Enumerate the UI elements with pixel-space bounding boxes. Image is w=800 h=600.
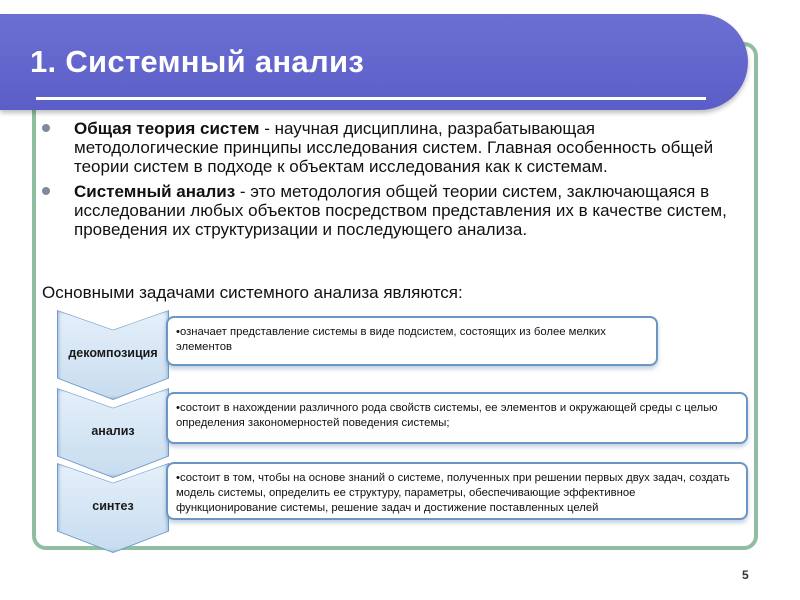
bullet-text: - научная дисциплина, разрабатывающая методологические принципы исследования систем. Главная особенность общей теории систем в подходе к объектам исследования как к системам. — [74, 119, 714, 176]
task-box-synthesis: •состоит в том, чтобы на основе знаний о системе, полученных при решении первых двух задач, создать модель системы, определить ее структуру, параметры, обеспечивающие эффективное функционирование системы, решение задач и достижение поставленных целей — [166, 462, 748, 520]
bullet-dot-icon — [42, 124, 50, 132]
task-box-decomposition: •означает представление системы в виде подсистем, состоящих из более мелких элементов — [166, 316, 658, 366]
bullet-item-general-systems-theory — [42, 119, 732, 176]
page-number: 5 — [742, 568, 749, 582]
bullet-term: Общая теория систем — [74, 119, 260, 138]
bullet-item-system-analysis — [42, 182, 732, 239]
bullet-dot-icon — [42, 187, 50, 195]
tasks-intro: Основными задачами системного анализа являются: — [42, 283, 463, 302]
task-box-analysis: •состоит в нахождении различного рода свойств системы, ее элементов и окружающей среды с целью определения закономерностей поведения системы; — [166, 392, 748, 444]
bullet-term: Системный анализ — [74, 182, 236, 201]
bullet-list — [42, 119, 732, 245]
task-label-decomposition: декомпозиция — [68, 346, 158, 360]
slide-title: 1. Системный анализ — [30, 44, 365, 79]
bullet-text: - это методология общей теории систем, заключающаяся в исследовании любых объектов посредством представления их в качестве систем, проведения их структуризации и последующего анализа. — [74, 182, 727, 239]
task-label-analysis: анализ — [91, 424, 135, 438]
task-label-synthesis: синтез — [92, 499, 134, 513]
